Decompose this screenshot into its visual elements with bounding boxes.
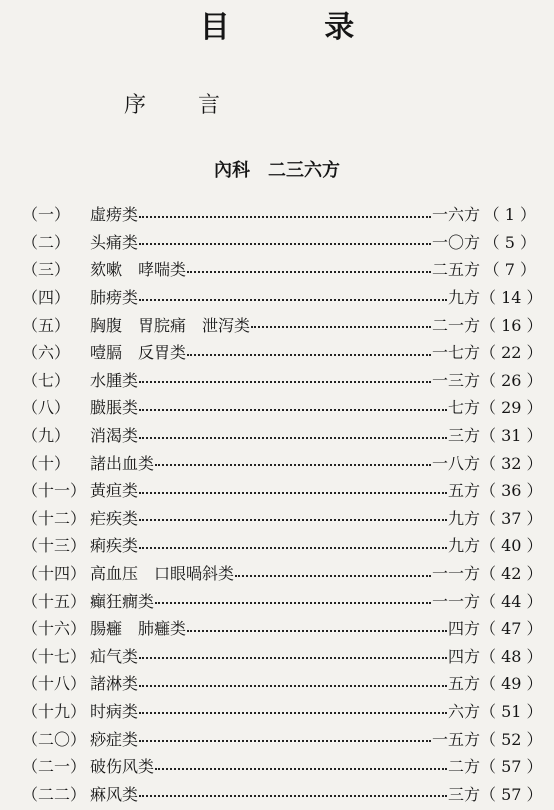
entry-page: （ 32 ） bbox=[480, 453, 543, 473]
leader-dots bbox=[139, 657, 447, 659]
entry-page: （ 40 ） bbox=[480, 536, 543, 556]
toc-entry[interactable] bbox=[22, 476, 543, 504]
entry-number: （二二） bbox=[22, 784, 87, 804]
entry-page: （ 16 ） bbox=[480, 315, 543, 335]
entry-count: 七方 bbox=[447, 398, 480, 418]
leader-dots bbox=[155, 464, 431, 466]
entry-count: 九方 bbox=[447, 536, 480, 556]
entry-name: 諸淋类 bbox=[90, 674, 139, 694]
toc-entry[interactable] bbox=[22, 338, 543, 366]
entry-number: （十八） bbox=[22, 674, 87, 694]
entry-name: 破伤风类 bbox=[90, 757, 155, 777]
entry-page: （ 44 ） bbox=[480, 591, 543, 611]
entry-page: （ 29 ） bbox=[480, 398, 543, 418]
entry-page: （ 57 ） bbox=[480, 784, 543, 804]
entry-name: 癲狂癇类 bbox=[90, 591, 155, 611]
leader-dots bbox=[139, 740, 431, 742]
toc-entry[interactable] bbox=[22, 697, 543, 725]
entry-name: 痧症类 bbox=[90, 729, 139, 749]
entry-number: （二） bbox=[22, 232, 71, 252]
entry-number: （六） bbox=[22, 343, 71, 363]
entry-page: （ 57 ） bbox=[480, 757, 543, 777]
leader-dots bbox=[139, 243, 431, 245]
toc-entry[interactable] bbox=[22, 421, 543, 449]
entry-count: 四方 bbox=[447, 646, 480, 666]
entry-number: （十七） bbox=[22, 646, 87, 666]
page-title: 目 录 bbox=[199, 10, 397, 45]
entry-name: 諸出血类 bbox=[90, 453, 155, 473]
entry-number: （一） bbox=[22, 205, 71, 225]
toc-entry[interactable] bbox=[22, 310, 543, 338]
toc-entry[interactable] bbox=[22, 255, 536, 283]
entry-name: 疟疾类 bbox=[90, 508, 139, 528]
entry-number: （十一） bbox=[22, 481, 87, 501]
leader-dots bbox=[139, 492, 447, 494]
entry-name: 虛痨类 bbox=[90, 205, 139, 225]
entry-count: 二方 bbox=[447, 757, 480, 777]
toc-entry[interactable] bbox=[22, 586, 543, 614]
entry-number: （二一） bbox=[22, 757, 87, 777]
entry-page: （ 22 ） bbox=[480, 343, 543, 363]
toc-entry[interactable] bbox=[22, 448, 543, 476]
entry-name: 疝气类 bbox=[90, 646, 139, 666]
entry-number: （十六） bbox=[22, 619, 87, 639]
entry-number: （九） bbox=[22, 426, 71, 446]
entry-count: 五方 bbox=[447, 481, 480, 501]
toc-entry[interactable] bbox=[22, 669, 543, 697]
section-heading: 內科 二三六方 bbox=[214, 160, 340, 181]
entry-count: 九方 bbox=[447, 288, 480, 308]
toc-entry[interactable] bbox=[22, 393, 543, 421]
entry-name: 黃疸类 bbox=[90, 481, 139, 501]
leader-dots bbox=[139, 795, 447, 797]
entry-page: （ 31 ） bbox=[480, 426, 543, 446]
entry-number: （十三） bbox=[22, 536, 87, 556]
leader-dots bbox=[187, 354, 431, 356]
entry-number: （二〇） bbox=[22, 729, 87, 749]
entry-name: 欬嗽 哮喘类 bbox=[90, 260, 187, 280]
leader-dots bbox=[139, 299, 447, 301]
leader-dots bbox=[187, 271, 431, 273]
leader-dots bbox=[139, 685, 447, 687]
entry-number: （八） bbox=[22, 398, 71, 418]
entry-count: 九方 bbox=[447, 508, 480, 528]
entry-page: （ 48 ） bbox=[480, 646, 543, 666]
entry-page: （ 5 ） bbox=[483, 232, 536, 252]
entry-number: （十二） bbox=[22, 508, 87, 528]
entry-count: 六方 bbox=[447, 701, 480, 721]
toc-entry[interactable] bbox=[22, 724, 543, 752]
toc-entry[interactable] bbox=[22, 779, 543, 807]
toc-entry[interactable] bbox=[22, 642, 543, 670]
entry-page: （ 1 ） bbox=[483, 205, 536, 225]
entry-page: （ 42 ） bbox=[480, 564, 543, 584]
entry-number: （十四） bbox=[22, 564, 87, 584]
entry-count: 一五方 bbox=[431, 729, 480, 749]
entry-page: （ 49 ） bbox=[480, 674, 543, 694]
entry-count: 三方 bbox=[447, 426, 480, 446]
entry-number: （三） bbox=[22, 260, 71, 280]
entry-count: 二一方 bbox=[431, 315, 480, 335]
leader-dots bbox=[139, 437, 447, 439]
leader-dots bbox=[139, 409, 447, 411]
toc-entry[interactable] bbox=[22, 283, 543, 311]
entry-page: （ 14 ） bbox=[480, 288, 543, 308]
toc-entry[interactable] bbox=[22, 531, 543, 559]
entry-name: 时病类 bbox=[90, 701, 139, 721]
preface-heading[interactable]: 序言 bbox=[124, 93, 273, 118]
entry-number: （十） bbox=[22, 453, 71, 473]
leader-dots bbox=[139, 547, 447, 549]
entry-count: 一一方 bbox=[431, 591, 480, 611]
entry-count: 一三方 bbox=[431, 370, 480, 390]
leader-dots bbox=[251, 326, 431, 328]
entry-name: 臌脹类 bbox=[90, 398, 139, 418]
entry-count: 二五方 bbox=[431, 260, 480, 280]
leader-dots bbox=[187, 630, 447, 632]
entry-page: （ 51 ） bbox=[480, 701, 543, 721]
entry-name: 痳风类 bbox=[90, 784, 139, 804]
leader-dots bbox=[139, 216, 431, 218]
entry-name: 水腫类 bbox=[90, 370, 139, 390]
entry-count: 三方 bbox=[447, 784, 480, 804]
entry-count: 一六方 bbox=[431, 205, 480, 225]
entry-name: 消渴类 bbox=[90, 426, 139, 446]
leader-dots bbox=[155, 768, 447, 770]
entry-page: （ 7 ） bbox=[483, 260, 536, 280]
toc-entry[interactable] bbox=[22, 752, 543, 780]
leader-dots bbox=[139, 519, 447, 521]
leader-dots bbox=[155, 602, 431, 604]
toc-entry[interactable] bbox=[22, 504, 543, 532]
entry-name: 肺痨类 bbox=[90, 288, 139, 308]
entry-number: （十九） bbox=[22, 701, 87, 721]
leader-dots bbox=[235, 575, 431, 577]
entry-number: （七） bbox=[22, 370, 71, 390]
entry-page: （ 26 ） bbox=[480, 370, 543, 390]
entry-page: （ 36 ） bbox=[480, 481, 543, 501]
entry-count: 一七方 bbox=[431, 343, 480, 363]
entry-name: 高血压 口眼喎斜类 bbox=[90, 564, 235, 584]
entry-count: 一〇方 bbox=[431, 232, 480, 252]
entry-count: 一一方 bbox=[431, 564, 480, 584]
entry-name: 头痛类 bbox=[90, 232, 139, 252]
entry-name: 痢疾类 bbox=[90, 536, 139, 556]
entry-count: 一八方 bbox=[431, 453, 480, 473]
entry-count: 五方 bbox=[447, 674, 480, 694]
entry-number: （五） bbox=[22, 315, 71, 335]
entry-name: 噎膈 反胃类 bbox=[90, 343, 187, 363]
entry-name: 胸腹 胃脘痛 泄泻类 bbox=[90, 315, 251, 335]
entry-number: （四） bbox=[22, 288, 71, 308]
toc-entry[interactable] bbox=[22, 228, 536, 256]
entry-name: 腸癰 肺癰类 bbox=[90, 619, 187, 639]
entry-page: （ 52 ） bbox=[480, 729, 543, 749]
toc-list bbox=[22, 200, 543, 807]
leader-dots bbox=[139, 381, 431, 383]
toc-entry[interactable] bbox=[22, 559, 543, 587]
leader-dots bbox=[139, 712, 447, 714]
toc-entry[interactable] bbox=[22, 200, 536, 228]
toc-entry[interactable] bbox=[22, 614, 543, 642]
entry-page: （ 37 ） bbox=[480, 508, 543, 528]
entry-number: （十五） bbox=[22, 591, 87, 611]
toc-entry[interactable] bbox=[22, 366, 543, 394]
entry-count: 四方 bbox=[447, 619, 480, 639]
entry-page: （ 47 ） bbox=[480, 619, 543, 639]
